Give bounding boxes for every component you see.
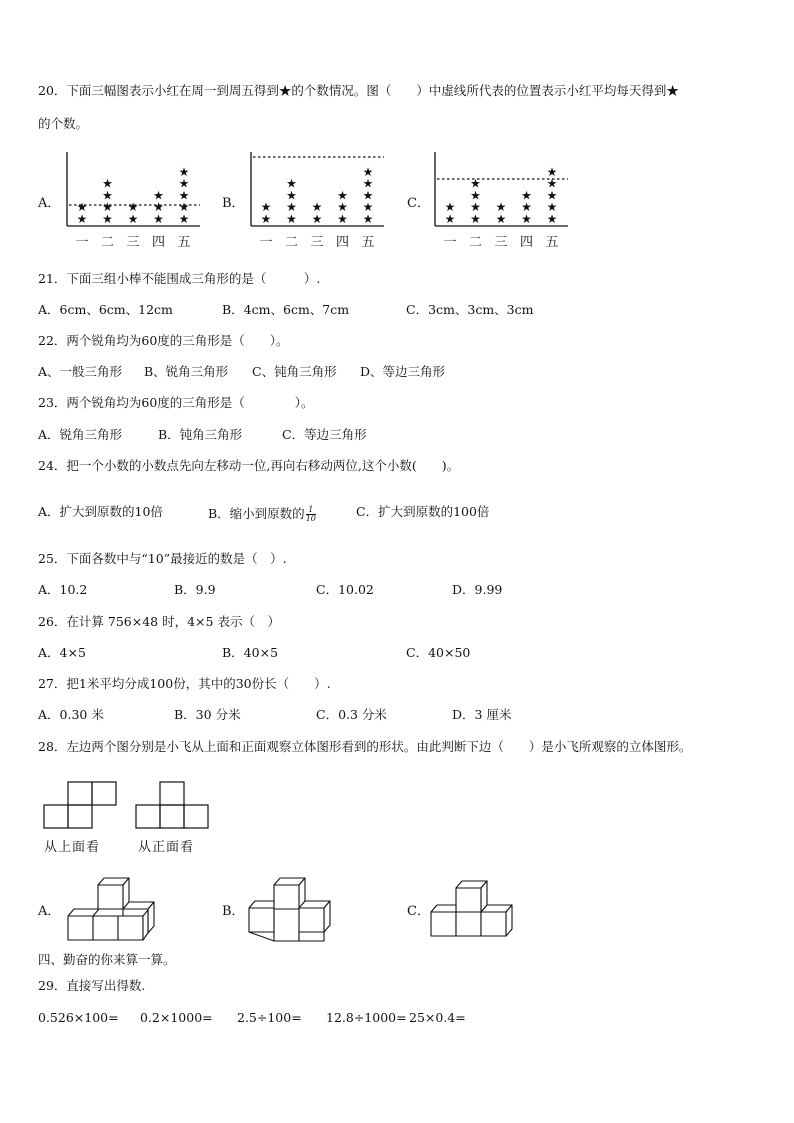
q22-option-d: D、等边三角形 (360, 364, 446, 379)
q28-option-a-solid (62, 872, 162, 944)
q20-star-icon: ★ (76, 200, 88, 215)
q23-option-b: B．钝角三角形 (158, 427, 243, 442)
q24-option-b-fraction (306, 506, 316, 523)
q20-star-icon: ★ (470, 188, 481, 203)
q20-chart-b-day-label: 一 (259, 235, 273, 250)
q20-star-icon: ★ (76, 212, 88, 226)
q26-option-b: B．40×5 (222, 645, 279, 660)
q24-option-c: C．扩大到原数的100倍 (356, 504, 490, 519)
q28-option-b-label: B． (222, 904, 245, 919)
q20-star-icon: ★ (362, 188, 374, 203)
q29-item-2: 0.2×1000= (140, 1010, 213, 1025)
q29-item-1: 0.526×100= (38, 1010, 119, 1025)
q20-option-c-label: C． (407, 196, 430, 211)
q20-star-icon: ★ (286, 176, 297, 191)
q20-star-icon: ★ (546, 164, 558, 179)
q27-option-d: D．3 厘米 (452, 707, 512, 722)
q26-option-a: A．4×5 (38, 645, 86, 660)
q20-star-icon: ★ (178, 188, 190, 203)
q23-question: 23．两个锐角均为60度的三角形是（ ）。 (38, 395, 314, 410)
q23-option-c: C．等边三角形 (282, 427, 367, 442)
q20-star-icon: ★ (546, 212, 558, 226)
q20-chart-a (60, 150, 210, 250)
q24-frac-numerator: 1 (306, 506, 316, 515)
q20-star-icon: ★ (102, 212, 113, 226)
q20-star-icon: ★ (178, 176, 190, 191)
q20-chart-c-day-label: 一 (443, 235, 457, 250)
q24-option-b (208, 504, 317, 524)
q25-option-b: B．9.9 (174, 582, 216, 597)
q20-star-icon: ★ (362, 164, 374, 179)
q20-star-icon: ★ (260, 200, 272, 215)
q25-option-d: D．9.99 (452, 582, 503, 597)
q27-question: 27．把1米平均分成100份，其中的30份长（ ）. (38, 676, 331, 691)
q20-chart-b-day-label: 三 (310, 235, 324, 250)
q28-front-view-label: 从正面看 (138, 840, 195, 855)
q20-chart-b-day-label: 五 (361, 235, 375, 250)
q20-star-icon: ★ (127, 212, 139, 226)
q20-star-icon: ★ (362, 212, 374, 226)
q20-star-icon: ★ (546, 200, 558, 215)
q29-item-4: 12.8÷1000= (326, 1010, 407, 1025)
q20-star-icon: ★ (153, 188, 164, 203)
q20-chart-c (428, 150, 578, 250)
section4-title: 四、勤奋的你来算一算。 (38, 952, 176, 967)
q24-frac-denominator: 10 (305, 514, 316, 523)
q28-option-c-solid (430, 872, 530, 944)
q20-star-icon: ★ (286, 200, 297, 215)
q21-option-c: C．3cm、3cm、3cm (406, 302, 534, 317)
q24-option-b-text: B．缩小到原数的 (208, 506, 305, 521)
q20-star-icon: ★ (470, 200, 481, 215)
q20-question-line2: 的个数。 (38, 116, 89, 131)
q22-option-b: B、锐角三角形 (144, 364, 229, 379)
q20-chart-c-day-label: 五 (545, 235, 559, 250)
q20-chart-a-day-label: 一 (75, 235, 89, 250)
q22-option-c: C、钝角三角形 (252, 364, 337, 379)
q24-option-a: A．扩大到原数的10倍 (38, 504, 163, 519)
q20-star-icon: ★ (546, 188, 558, 203)
q20-star-icon: ★ (444, 212, 456, 226)
q20-star-icon: ★ (444, 200, 456, 215)
q20-star-icon: ★ (102, 188, 113, 203)
q28-option-a-label: A． (38, 904, 61, 919)
q29-item-5: 25×0.4= (409, 1010, 466, 1025)
q20-star-icon: ★ (260, 212, 272, 226)
q20-chart-c-day-label: 四 (519, 235, 534, 250)
q20-chart-c-day-label: 三 (494, 235, 508, 250)
q20-chart-b (244, 150, 394, 250)
q27-option-c: C．0.3 分米 (316, 707, 387, 722)
q24-question: 24．把一个小数的小数点先向左移动一位,再向右移动两位,这个小数( )。 (38, 458, 460, 473)
q20-star-icon: ★ (521, 188, 532, 203)
q20-option-a-label: A． (38, 196, 61, 211)
q20-star-icon: ★ (337, 212, 348, 226)
q25-option-a: A．10.2 (38, 582, 88, 597)
q28-top-view-label: 从上面看 (44, 840, 101, 855)
q20-star-icon: ★ (311, 212, 323, 226)
q20-star-icon: ★ (470, 212, 481, 226)
q20-star-icon: ★ (495, 200, 507, 215)
q20-star-icon: ★ (546, 176, 558, 191)
q28-question: 28．左边两个图分别是小飞从上面和正面观察立体图形看到的形状。由此判断下边（ ）是小飞所观察的立体图形。 (38, 739, 692, 754)
q22-question: 22．两个锐角均为60度的三角形是（ ）。 (38, 333, 289, 348)
q28-option-c-label: C． (407, 904, 430, 919)
q20-star-icon: ★ (178, 164, 190, 179)
q20-star-icon: ★ (495, 212, 507, 226)
q20-star-icon: ★ (127, 200, 139, 215)
q21-option-a: A．6cm、6cm、12cm (38, 302, 173, 317)
q20-question-line1: 20．下面三幅图表示小红在周一到周五得到★的个数情况。图（ ）中虚线所代表的位置表示小红平均每天得到★ (38, 83, 679, 98)
q28-front-view-figure (136, 780, 212, 830)
q20-star-icon: ★ (362, 176, 374, 191)
q20-star-icon: ★ (521, 212, 532, 226)
q29-item-3: 2.5÷100= (237, 1010, 302, 1025)
q20-star-icon: ★ (286, 212, 297, 226)
q27-option-b: B．30 分米 (174, 707, 241, 722)
q26-question: 26．在计算 756×48 时，4×5 表示（ ） (38, 614, 280, 629)
q20-star-icon: ★ (153, 212, 164, 226)
q20-chart-a-day-label: 五 (177, 235, 191, 250)
q20-chart-a-day-label: 二 (100, 235, 115, 250)
q20-chart-b-day-label: 四 (335, 235, 350, 250)
q29-question: 29．直接写出得数. (38, 978, 146, 993)
q21-question: 21．下面三组小棒不能围成三角形的是（ ）. (38, 271, 321, 286)
q20-star-icon: ★ (337, 188, 348, 203)
q20-star-icon: ★ (102, 176, 113, 191)
q20-star-icon: ★ (178, 212, 190, 226)
q20-chart-c-day-label: 二 (468, 235, 483, 250)
q23-option-a: A．锐角三角形 (38, 427, 123, 442)
q20-star-icon: ★ (337, 200, 348, 215)
q20-chart-b-day-label: 二 (284, 235, 299, 250)
q22-option-a: A、一般三角形 (38, 364, 123, 379)
q25-question: 25．下面各数中与“10”最接近的数是（ ）. (38, 551, 287, 566)
q20-star-icon: ★ (311, 200, 323, 215)
q26-option-c: C．40×50 (406, 645, 471, 660)
q27-option-a: A．0.30 米 (38, 707, 104, 722)
q20-star-icon: ★ (362, 200, 374, 215)
q20-star-icon: ★ (153, 200, 164, 215)
q20-star-icon: ★ (470, 176, 481, 191)
q20-chart-a-day-label: 三 (126, 235, 140, 250)
q20-star-icon: ★ (521, 200, 532, 215)
q28-top-view-figure (44, 780, 120, 830)
q20-option-b-label: B． (222, 196, 245, 211)
q20-star-icon: ★ (102, 200, 113, 215)
q20-star-icon: ★ (178, 200, 190, 215)
q21-option-b: B．4cm、6cm、7cm (222, 302, 350, 317)
q20-star-icon: ★ (286, 188, 297, 203)
q20-chart-a-day-label: 四 (151, 235, 166, 250)
q28-option-b-solid (248, 872, 348, 944)
q25-option-c: C．10.02 (316, 582, 374, 597)
